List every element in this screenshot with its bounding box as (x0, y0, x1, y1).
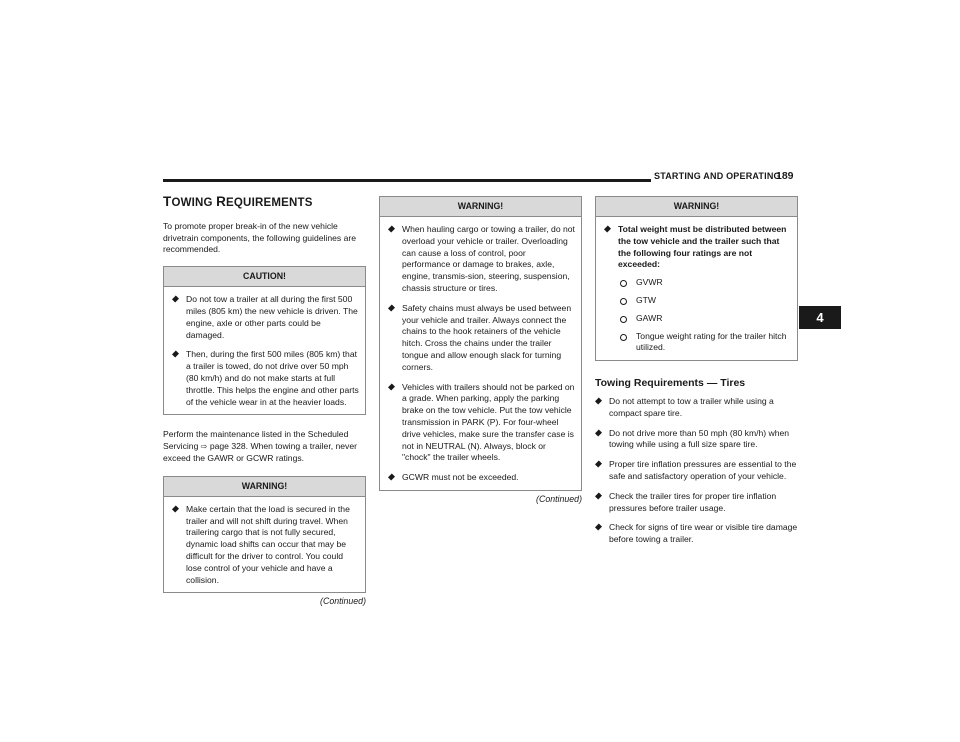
rating-item: Tongue weight rating for the trailer hitch utilized. (618, 331, 791, 355)
warning-box (163, 476, 366, 594)
column-2 (379, 196, 582, 506)
continued-label: (Continued) (536, 493, 582, 504)
rating-item: GTW (618, 295, 791, 307)
column-3 (595, 196, 798, 554)
column-1 (163, 196, 366, 608)
rating-item: GVWR (618, 277, 791, 289)
caution-item: Do not tow a trailer at all during the first 500 miles (805 km) the new vehicle is driven. The engine, axle or other parts could be damaged. (172, 294, 359, 341)
rating-item: GAWR (618, 313, 791, 325)
caution-item: Then, during the first 500 miles (805 km) that a trailer is towed, do not drive over 50 mph (80 km/h) and do not make starts at full throttle. This helps the engine and other parts of the vehicle wear in at the heavier loads. (172, 349, 359, 408)
caution-heading: CAUTION! (164, 267, 365, 287)
intro-paragraph: To promote proper break-in of the new vehicle drivetrain components, the following guidelines are recommended. (163, 220, 356, 255)
maintenance-paragraph: Perform the maintenance listed in the Scheduled Servicing ⇨ page 328. When towing a trailer, never exceed the GAWR or GCWR ratings. (163, 429, 357, 463)
warning-item: GCWR must not be exceeded. (388, 472, 575, 484)
warning-item: Make certain that the load is secured in the trailer and will not shift during travel. When trailering cargo that is not fully secured, dynamic load shifts can occur that may be difficult for the driver to control. You could lose control of your vehicle and have a collision. (172, 504, 359, 587)
tire-item: Check the trailer tires for proper tire inflation pressures before trailer usage. (595, 491, 798, 515)
page-reference-arrow-icon[interactable]: ⇨ (200, 442, 208, 452)
warning-box (379, 196, 582, 491)
warning-heading: WARNING! (380, 197, 581, 217)
warning-item: Safety chains must always be used between your vehicle and trailer. Always connect the chains to the hook retainers of the vehicle hitch. Cross the chains under the trailer tongue and allow enough slack for turning corners. (388, 303, 575, 374)
tire-item: Do not drive more than 50 mph (80 km/h) when towing while using a full size spare tire. (595, 428, 798, 452)
warning-item: Vehicles with trailers should not be parked on a grade. When parking, apply the parking brake on the tow vehicle. Put the tow vehicle transmission in PARK (P). For four-wheel drive vehicles, make sure the transfer case is not in NEUTRAL (N). Always, block or "chock" the trailer wheels. (388, 382, 575, 465)
caution-box (163, 266, 366, 415)
page-number: 189 (776, 170, 794, 182)
warning-item: Total weight must be distributed between the tow vehicle and the trailer such that the following four ratings are not exceeded: GVWR GTW GAWR Tongue weight rating for the trailer hitch utilized. (604, 224, 791, 354)
tire-item: Do not attempt to tow a trailer while using a compact spare tire. (595, 396, 798, 420)
tire-item: Check for signs of tire wear or visible tire damage before towing a trailer. (595, 522, 798, 546)
continued-label: (Continued) (320, 596, 366, 607)
warning-heading: WARNING! (164, 477, 365, 497)
tire-item: Proper tire inflation pressures are essential to the safe and satisfactory operation of your vehicle. (595, 459, 798, 483)
chapter-tab: 4 (799, 306, 841, 329)
section-header: STARTING AND OPERATING (654, 171, 781, 181)
tires-subsection-title: Towing Requirements — Tires (595, 377, 746, 390)
header-rule (163, 179, 651, 182)
warning-box (595, 196, 798, 361)
warning-item: When hauling cargo or towing a trailer, do not overload your vehicle or trailer. Overloading can cause a loss of control, poor performance or damage to brakes, axle, engine, transmis-sion, steering, suspension, chassis structure or tires. (388, 224, 575, 295)
warning-heading: WARNING! (596, 197, 797, 217)
section-title: TOWING REQUIREMENTS (163, 194, 313, 209)
